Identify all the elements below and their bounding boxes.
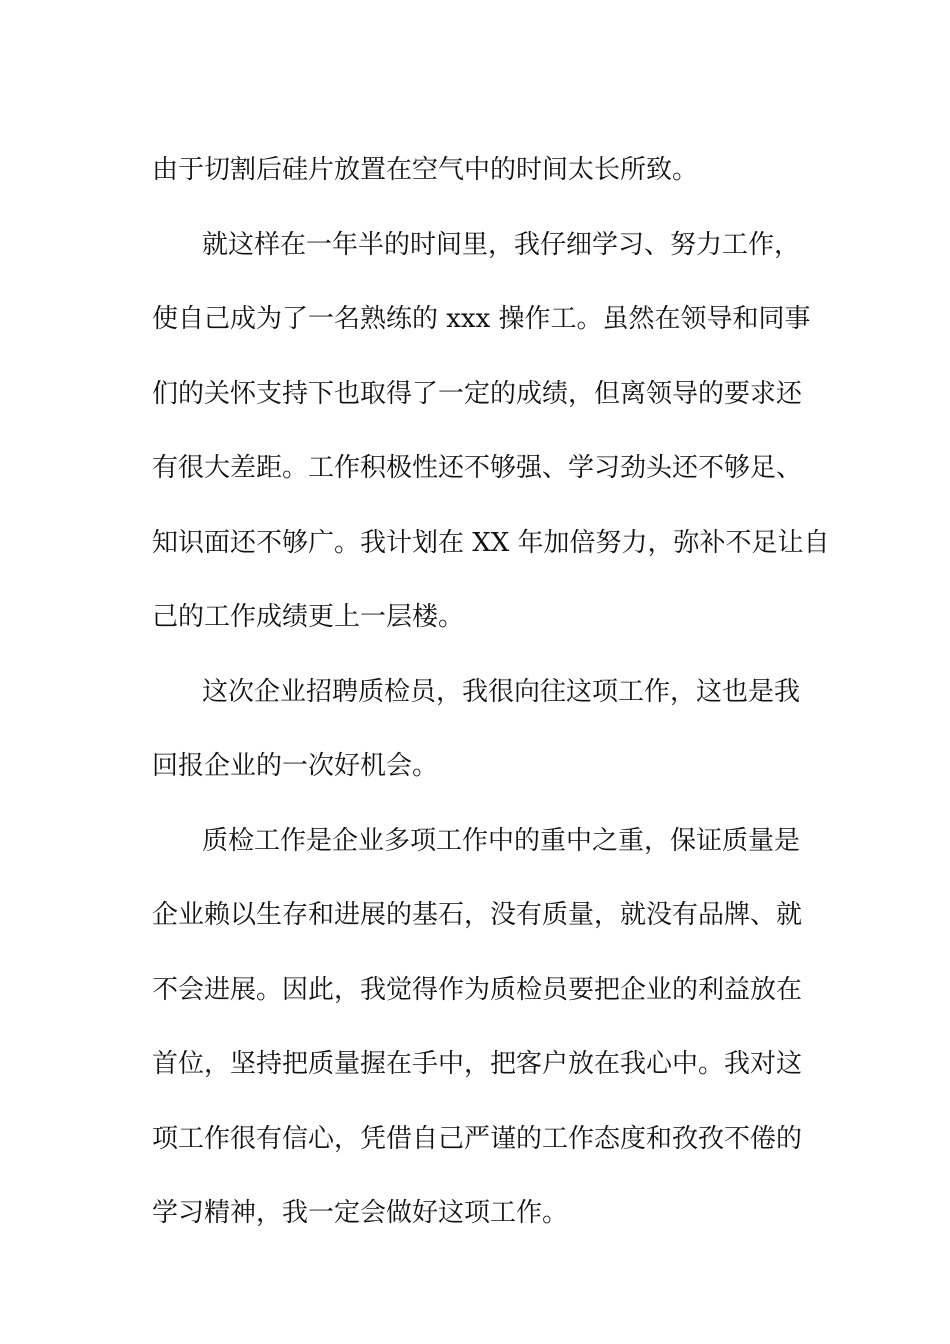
text-line-4: 们的关怀支持下也取得了一定的成绩，但离领导的要求还 [152,378,803,409]
text-line-8: 这次企业招聘质检员，我很向往这项工作，这也是我 [202,676,801,707]
text-line-3: 使自己成为了一名熟练的 xxx 操作工。虽然在领导和同事 [152,304,811,334]
text-line-13: 首位，坚持把质量握在手中，把客户放在我心中。我对这 [152,1049,803,1079]
text-line-2: 就这样在一年半的时间里，我仔细学习、努力工作， [202,229,801,260]
text-line-6: 知识面还不够广。我计划在 XX 年加倍努力，弥补不足让自 [152,527,830,558]
text-line-14: 项工作很有信心，凭借自己严谨的工作态度和孜孜不倦的 [152,1123,803,1154]
text-line-7: 己的工作成绩更上一层楼。 [152,602,465,632]
text-line-10: 质检工作是企业多项工作中的重中之重，保证质量是 [202,825,801,856]
text-line-15: 学习精神，我一定会做好这项工作。 [152,1198,569,1228]
text-line-9: 回报企业的一次好机会。 [152,751,439,781]
text-line-5: 有很大差距。工作积极性还不够强、学习劲头还不够足、 [152,453,803,483]
text-line-12: 不会进展。因此，我觉得作为质检员要把企业的利益放在 [152,974,803,1005]
text-line-1: 由于切割后硅片放置在空气中的时间太长所致。 [152,155,699,185]
body-text [152,133,830,1251]
text-line-11: 企业赖以生存和进展的基石，没有质量，就没有品牌、就 [152,900,803,930]
